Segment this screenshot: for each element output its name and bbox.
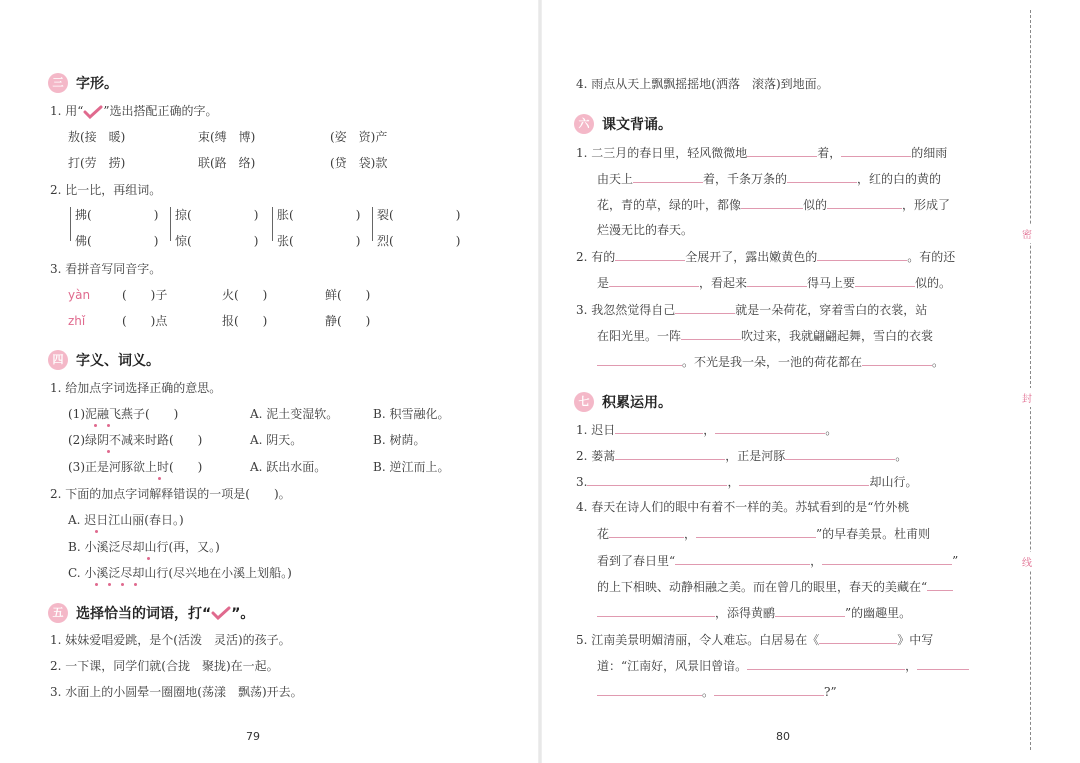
recite-line: 4. 春天在诗人们的眼中有着不一样的美。苏轼看到的是“竹外桃	[576, 500, 910, 514]
recite-line: 2. 有的 全展开了，露出嫩黄色的 。有的还	[576, 250, 956, 264]
recite-line: 道：“江南好，风景旧曾谙。 ，	[597, 657, 969, 674]
section-title-text: 字形。	[76, 76, 118, 92]
section-title-text: 课文背诵。	[602, 117, 672, 133]
recite-line: 的上下相映、动静相融之美。而在曾几的眼里，春天的美藏在“	[597, 578, 953, 595]
binding-char: 封	[1022, 388, 1032, 407]
answer-blank[interactable]	[862, 353, 932, 366]
answer-blank[interactable]	[787, 170, 857, 183]
question-line: 3. 水面上的小圆晕一圈圈地(荡漾 飘荡)开去。	[50, 685, 303, 699]
answer-blank[interactable]	[927, 578, 953, 591]
fill-item: 静( )	[325, 314, 371, 328]
section-badge: 三	[48, 73, 68, 93]
recite-line: 1. 二三月的春日里，轻风微微地 着， 的细雨	[576, 146, 948, 160]
section-badge: 四	[48, 350, 68, 370]
compare-word: 惊( )	[175, 234, 259, 248]
page-number: 79	[246, 730, 260, 743]
recite-line: 。不光是我一朵，一池的荷花都在 。	[597, 353, 944, 370]
right-page	[540, 0, 1080, 763]
binding-line	[1030, 10, 1031, 750]
option: C. 小溪泛尽却山行(尽兴地在小溪上划船。)	[68, 566, 292, 580]
answer-blank[interactable]	[822, 552, 952, 565]
answer-blank[interactable]	[775, 604, 845, 617]
fill-item: 火( )	[222, 288, 268, 302]
fill-item: 报( )	[222, 314, 268, 328]
emphasis-dot	[94, 424, 97, 427]
emphasis-dot	[107, 450, 110, 453]
emphasis-dot	[95, 530, 98, 533]
sub-question: (2)绿阴不减来时路( )	[68, 433, 203, 447]
word-choice: 打(劳 捞)	[68, 156, 126, 170]
answer-blank[interactable]	[917, 657, 969, 670]
recite-line: 2. 蒌蒿 ，正是河豚 。	[576, 449, 908, 463]
compare-word: 佛( )	[75, 234, 159, 248]
sub-question: (3)正是河豚欲上时( )	[68, 460, 203, 474]
recite-line: 花，青的草，绿的叶，都像 似的 ，形成了	[597, 198, 951, 212]
fill-item: 鲜( )	[325, 288, 371, 302]
option: B. 逆江而上。	[373, 460, 450, 474]
compare-word: 拂( )	[75, 208, 159, 222]
page-number: 80	[776, 730, 790, 743]
recite-line: 由天上 着，千条万条的 ，红的白的黄的	[597, 172, 942, 186]
word-choice: (姿 资)产	[330, 130, 388, 144]
check-icon	[211, 606, 231, 620]
section-5-title: 五 选择恰当的词语，打“ ”。	[48, 603, 254, 623]
question-line: 2. 一下课，同学们就(合拢 聚拢)在一起。	[50, 659, 279, 673]
question-line: 4. 雨点从天上飘飘摇摇地(洒落 滚落)到地面。	[576, 77, 829, 91]
section-title-text: 积累运用。	[602, 395, 672, 411]
recite-line: 5. 江南美景明媚清丽，令人难忘。白居易在《 》中写	[576, 633, 934, 647]
answer-blank[interactable]	[675, 552, 810, 565]
answer-blank[interactable]	[855, 274, 915, 287]
section-4-title	[48, 350, 160, 370]
answer-blank[interactable]	[817, 248, 907, 261]
recite-line: 花 ， ”的早春美景。杜甫则	[597, 527, 931, 541]
answer-blank[interactable]	[615, 447, 725, 460]
question-line: 1. 给加点字词选择正确的意思。	[50, 381, 222, 395]
word-choice: 束(缚 博)	[198, 130, 256, 144]
option: B. 树荫。	[373, 433, 426, 447]
option: A. 跃出水面。	[250, 460, 327, 474]
answer-blank[interactable]	[597, 604, 715, 617]
answer-blank[interactable]	[597, 353, 682, 366]
sub-question: (1)泥融飞燕子( )	[68, 407, 179, 421]
answer-blank[interactable]	[714, 683, 824, 696]
answer-blank[interactable]	[841, 144, 911, 157]
check-icon	[83, 105, 103, 119]
recite-line: ，添得黄鹂 ”的幽趣里。	[597, 604, 911, 621]
answer-blank[interactable]	[597, 683, 702, 696]
word-choice: 敖(接 暖)	[68, 130, 126, 144]
section-6-title	[574, 114, 672, 134]
recite-line: 1. 迟日 ， 。	[576, 423, 838, 437]
section-7-title	[574, 392, 672, 412]
answer-blank[interactable]	[696, 525, 816, 538]
answer-blank[interactable]	[739, 473, 869, 486]
answer-blank[interactable]	[609, 274, 699, 287]
answer-blank[interactable]	[587, 473, 727, 486]
answer-blank[interactable]	[785, 447, 895, 460]
question-line: 1. 用“ ”选出搭配正确的字。	[50, 104, 218, 118]
answer-blank[interactable]	[827, 196, 902, 209]
binding-char: 线	[1022, 552, 1032, 571]
question-line: 3. 看拼音写同音字。	[50, 262, 162, 276]
answer-blank[interactable]	[681, 327, 741, 340]
option: B. 小溪泛尽却山行(再，又。)	[68, 540, 220, 554]
answer-blank[interactable]	[675, 301, 735, 314]
option: A. 迟日江山丽(春日。)	[68, 513, 184, 527]
compare-word: 烈( )	[377, 234, 461, 248]
compare-word: 掠( )	[175, 208, 259, 222]
word-choice: (贷 袋)款	[330, 156, 388, 170]
emphasis-dot	[147, 557, 150, 560]
question-line: 2. 下面的加点字词解释错误的一项是( )。	[50, 487, 291, 501]
compare-word: 裂( )	[377, 208, 461, 222]
emphasis-dot	[107, 424, 110, 427]
word-choice: 联(路 络)	[198, 156, 256, 170]
answer-blank[interactable]	[615, 248, 685, 261]
emphasis-dot	[134, 583, 137, 586]
answer-blank[interactable]	[715, 421, 825, 434]
section-badge: 七	[574, 392, 594, 412]
answer-blank[interactable]	[633, 170, 703, 183]
answer-blank[interactable]	[747, 657, 905, 670]
answer-blank[interactable]	[747, 274, 807, 287]
fill-item: ( )子	[122, 288, 168, 302]
section-badge: 六	[574, 114, 594, 134]
fill-item: ( )点	[122, 314, 168, 328]
section-badge: 五	[48, 603, 68, 623]
answer-blank[interactable]	[615, 421, 703, 434]
option: A. 阴天。	[250, 433, 303, 447]
recite-line: 在阳光里。一阵 吹过来，我就翩翩起舞，雪白的衣裳	[597, 329, 934, 343]
option: A. 泥土变湿软。	[250, 407, 339, 421]
recite-line: 3. ， 却山行。	[576, 475, 918, 489]
emphasis-dot	[121, 583, 124, 586]
recite-line: 看到了春日里“ ， ”	[597, 554, 959, 568]
recite-line: 3. 我忽然觉得自己 就是一朵荷花，穿着雪白的衣裳，站	[576, 303, 928, 317]
answer-blank[interactable]	[741, 196, 803, 209]
answer-blank[interactable]	[609, 525, 684, 538]
pinyin: zhǐ	[68, 314, 86, 328]
emphasis-dot	[95, 583, 98, 586]
question-line: 1. 妹妹爱唱爱跳，是个(活泼 灵活)的孩子。	[50, 633, 291, 647]
answer-blank[interactable]	[819, 631, 897, 644]
recite-line: 烂漫无比的春天。	[597, 223, 694, 237]
section-title-text: 字义、词义。	[76, 353, 160, 369]
binding-char: 密	[1022, 224, 1032, 243]
recite-line: 。 ?”	[597, 683, 837, 700]
emphasis-dot	[108, 583, 111, 586]
option: B. 积雪融化。	[373, 407, 450, 421]
recite-line: 是 ，看起来 得马上要 似的。	[597, 276, 952, 290]
answer-blank[interactable]	[747, 144, 817, 157]
compare-word: 胀( )	[277, 208, 361, 222]
emphasis-dot	[158, 477, 161, 480]
section-3-title	[48, 73, 118, 93]
compare-word: 张( )	[277, 234, 361, 248]
pinyin: yàn	[68, 288, 91, 302]
question-line: 2. 比一比，再组词。	[50, 183, 162, 197]
